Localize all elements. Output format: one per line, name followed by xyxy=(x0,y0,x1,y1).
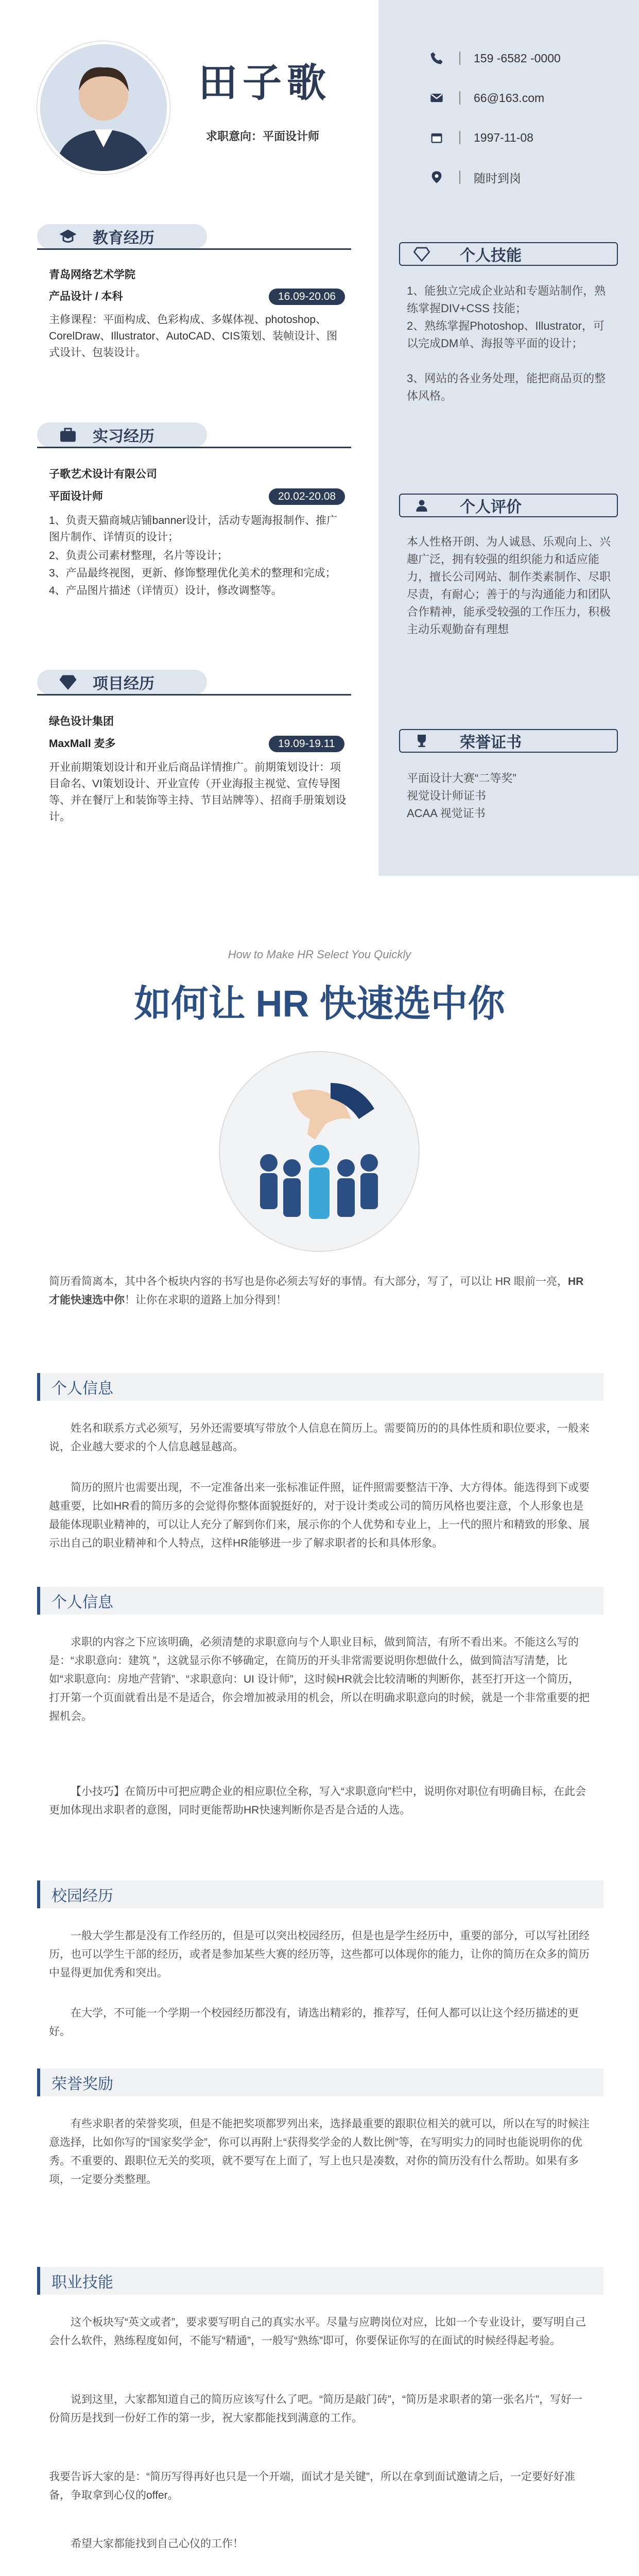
article-paragraph: 姓名和联系方式必须写，另外还需要填写带放个人信息在简历上。需要简历的的具体性质和职位要求，一般来说，企业越大要求的个人信息越显越高。 xyxy=(49,1422,590,1453)
education-desc: 主修课程：平面构成、色彩构成、多媒体视、photoshop、CorelDraw、Illustrator、AutoCAD、CIS策划、装帧设计、图式设计、包装设计。 xyxy=(49,314,338,359)
trophy-icon xyxy=(412,732,431,750)
article-paragraph: 我要告诉大家的是：“简历写得再好也只是一个开端，面试才是关键”，所以在拿到面试邀请之后，一定要好好准备，争取拿到心仪的offer。 xyxy=(49,2471,575,2501)
contact-email-text: 66@163.com xyxy=(474,91,545,105)
contact-phone-text: 159 -6582 -0000 xyxy=(474,51,561,65)
diamond-icon xyxy=(412,245,431,263)
article-paragraph: 这个板块写“英文或者”，要求要写明自己的真实水平。尽量与应聘岗位对应，比如一个专业设计，要写明自己会什么软件，熟练程度如何，不能写“精通”，一般写“熟练”即可，你要保证你写的在面试的时候经得起考验。 xyxy=(49,2316,586,2347)
project-date: 19.09-19.11 xyxy=(269,736,344,752)
project-name: MaxMall 麦多 xyxy=(49,738,116,750)
certificates-title: 荣誉证书 xyxy=(460,734,522,751)
contact-phone xyxy=(427,49,561,67)
internship-company: 子歌艺术设计有限公司 xyxy=(49,468,157,480)
internship-item: 1、负责天猫商城店铺banner设计，活动专题海报制作、推广图片制作、详情页的设计； xyxy=(49,515,338,543)
project-title: 项目经历 xyxy=(93,675,154,692)
contact-birthday-text: 1997-11-08 xyxy=(474,130,533,144)
section-bar: 校园经历 xyxy=(37,1880,603,1908)
hero-illustration xyxy=(219,1051,420,1252)
internship-date: 20.02-20.08 xyxy=(269,488,345,505)
article-paragraph: 说到这里，大家都知道自己的简历应该写什么了吧。“简历是敲门砖”，“简历是求职者的第一张名片”，写好一份简历是找到一份好工作的第一步，祝大家都能找到满意的工作。 xyxy=(49,2394,582,2424)
article-paragraph: 求职的内容之下应该明确，必须清楚的求职意向与个人职业目标，做到简洁，有所不看出来。不能这么写的是：“求职意向：建筑 ”，这就显示你不够确定，在简历的开头非常需要说明你想做什么，做到简洁写清楚，比如“求职意向：房地产营销”、“求职意向：UI 设计师”，这时候HR就会比较清晰的判断你，甚至打开这一个简历，打开第一个页面就看出是不是适合，你会增加被录用的机会，所以在明确求职意向的时候，就是一个非常重要的把握机会。 xyxy=(49,1636,590,1722)
skill-item: 1、能独立完成企业站和专题站制作，熟练掌握DIV+CSS 技能； xyxy=(407,284,606,315)
contact-birthday xyxy=(427,128,533,147)
article-paragraph: 在大学，不可能一个学期一个校园经历都没有，请选出精彩的，推荐写，任何人都可以让这个经历描述的更好。 xyxy=(49,2007,579,2038)
job-intent: 求职意向：平面设计师 xyxy=(206,130,320,143)
team-selection-icon xyxy=(220,1052,419,1251)
contact-availability xyxy=(427,168,521,187)
contact-email xyxy=(427,89,544,107)
internship-title: 实习经历 xyxy=(93,428,154,445)
evaluation-text: 本人性格开朗、为人诚恳、乐观向上、兴趣广泛，拥有较强的组织能力和适应能力，擅长公司网站、制作类素制作、尽职尽责，有耐心；善于的与沟通能力和团队合作精神，能承受较强的工作压力，积极主动乐观勤奋有理想 xyxy=(407,535,611,636)
article-paragraph: 有些求职者的荣誉奖项，但是不能把奖项都罗列出来，选择最重要的跟职位相关的就可以，所以在写的时候注意选择，比如你写的“国家奖学金”，你可以再附上“获得奖学金的人数比例”等，在写明实力的同时也能说明你的优秀。不重要的、跟职位无关的奖项，就不要写在上面了，写上也只是凑数，对你的简历没有什么帮助。如果有多项，一定要分类整理。 xyxy=(49,2118,590,2185)
location-icon xyxy=(427,168,446,187)
education-school: 青岛网络艺术学院 xyxy=(49,269,135,281)
section-bar: 个人信息 xyxy=(37,1587,603,1615)
resume-name: 田子歌 xyxy=(198,61,331,105)
project-company: 绿色设计集团 xyxy=(49,716,114,727)
education-title: 教育经历 xyxy=(93,230,154,247)
article-intro xyxy=(49,1273,590,1310)
certificate-item: ACAA 视觉证书 xyxy=(407,807,486,820)
education-major: 产品设计 / 本科 xyxy=(49,291,123,302)
avatar xyxy=(37,41,170,174)
internship-role: 平面设计师 xyxy=(49,490,103,502)
skills-title: 个人技能 xyxy=(460,247,522,264)
education-date: 16.09-20.06 xyxy=(269,289,345,305)
evaluation-title: 个人评价 xyxy=(460,499,522,516)
skills-header xyxy=(399,242,618,266)
avatar-portrait-icon xyxy=(40,44,167,171)
briefcase-icon xyxy=(58,425,78,445)
intro-highlight: HR 才能快速选中你 xyxy=(49,1276,584,1306)
internship-item: 2、负责公司素材整理，名片等设计； xyxy=(49,550,228,562)
contact-availability-text: 随时到岗 xyxy=(474,171,521,185)
internship-header xyxy=(37,422,351,447)
article-paragraph: 一般大学生都是没有工作经历的，但是可以突出校园经历，但是也是学生经历中，重要的部分，可以写社团经历，也可以学生干部的经历，或者是参加某些大赛的经历等，这些都可以体现你的能力，让你的简历在众多的简历中显得更加优秀和突出。 xyxy=(49,1930,590,1979)
article-title: 如何让 HR 快速选中你 xyxy=(134,984,505,1025)
diamond-icon xyxy=(58,672,78,692)
skill-item: 3、网站的各业务处理，能把商品页的整体风格。 xyxy=(407,372,606,402)
user-icon xyxy=(412,496,431,515)
article-subtitle: How to Make HR Select You Quickly xyxy=(228,948,411,961)
resume-page xyxy=(0,0,639,876)
internship-item: 4、产品图片描述（详情页）设计，修改调整等。 xyxy=(49,585,282,597)
education-header xyxy=(37,224,351,249)
section-bar: 职业技能 xyxy=(37,2267,603,2295)
internship-item: 3、产品最终视图，更新、修饰整理优化美术的整理和完成； xyxy=(49,567,336,579)
certificate-item: 视觉设计师证书 xyxy=(407,789,487,802)
intro-text: 简历看简离本，其中各个板块内容的书写也是你必须去写好的事情。有大部分，写了，可以让 HR 眼前一亮， xyxy=(49,1276,568,1287)
evaluation-header xyxy=(399,494,618,517)
certificate-item: 平面设计大赛“二等奖” xyxy=(407,772,516,785)
calendar-icon xyxy=(427,128,446,147)
section-bar: 荣誉奖励 xyxy=(37,2069,603,2096)
article-closing: 希望大家都能找到自己心仪的工作！ xyxy=(71,2538,244,2550)
skill-item: 2、熟练掌握Photoshop、Illustrator，可以完成DM单、海报等平面的设计； xyxy=(407,319,605,350)
article-tip: 【小技巧】在简历中可把应聘企业的相应职位全称，写入“求职意向”栏中，说明你对职位有明确目标，在此会更加体现出求职者的意图，同时更能帮助HR快速判断你是否是合适的人选。 xyxy=(49,1786,586,1816)
mail-icon xyxy=(427,89,446,107)
project-header xyxy=(37,670,351,694)
resume-left-column xyxy=(0,0,378,876)
graduation-cap-icon xyxy=(58,226,78,247)
section-bar: 个人信息 xyxy=(37,1373,603,1401)
project-desc: 开业前期策划设计和开业后商品详情推广。前期策划设计：项目命名、VI策划设计、开业宣传（开业海报主视觉、宣传导图等、并在餐厅上和装饰等主持、节目站牌等）、招商手册策划设计。 xyxy=(49,761,347,823)
intro-text-end: ！让你在求职的道路上加分得到！ xyxy=(125,1294,287,1306)
certificates-header xyxy=(399,729,618,753)
article-paragraph: 简历的照片也需要出现，不一定准备出来一张标准证件照，证件照需要整洁干净、大方得体。能选得到下或要越重要，比如HR看的简历多的会觉得你整体面貌挺好的，对于设计类或公司的简历风格也要注意，个人形象也是最能体现职业精神的，可以让人充分了解到你们来，展示你的个人优势和专业上，上一代的照片和精致的形象、展示出自己的职业精神和个人特点，这样HR能够进一步了解求职者的长和具体形象。 xyxy=(49,1482,590,1549)
phone-icon xyxy=(427,49,446,67)
